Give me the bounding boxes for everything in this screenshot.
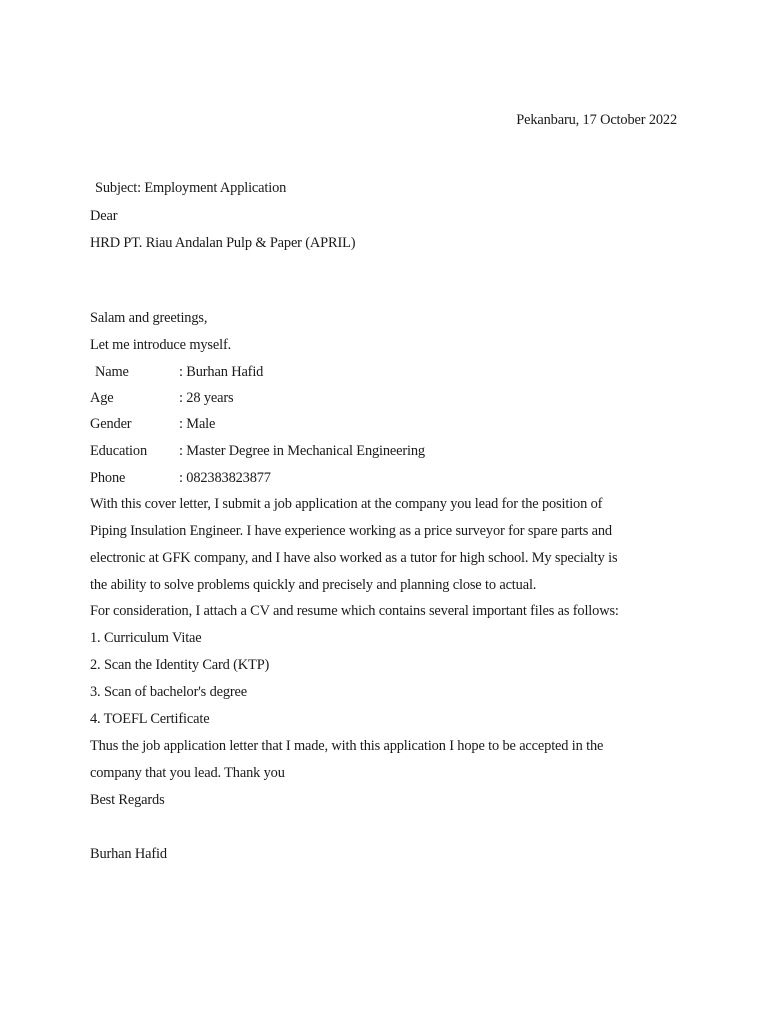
field-value-phone: : 082383823877 [179,470,271,486]
closing-line: Thus the job application letter that I made, with this application I hope to be accepted in the [90,738,604,754]
field-value-education: : Master Degree in Mechanical Engineering [179,443,425,459]
attachment-item: 1. Curriculum Vitae [90,630,202,646]
field-row-education [90,442,425,460]
field-value-name: : Burhan Hafid [179,364,264,380]
field-value-age: : 28 years [179,390,234,406]
closing-line: company that you lead. Thank you [90,765,285,781]
letter-subject: Subject: Employment Application [95,180,287,196]
closing-regards: Best Regards [90,792,165,808]
attachment-item: 2. Scan the Identity Card (KTP) [90,657,270,673]
field-label-gender: Gender [90,416,132,432]
field-label-phone: Phone [90,470,126,486]
body-line: Piping Insulation Engineer. I have experience working as a price surveyor for spare parts and [90,523,612,539]
signature-name: Burhan Hafid [90,846,167,862]
attachment-item: 3. Scan of bachelor's degree [90,684,248,700]
letter-greeting: Salam and greetings, [90,310,208,326]
field-row-age [90,389,233,407]
letter-date: Pekanbaru, 17 October 2022 [516,112,677,128]
body-line: electronic at GFK company, and I have also worked as a tutor for high school. My specialty is [90,550,618,566]
consideration-text: For consideration, I attach a CV and resume which contains several important files as follows: [90,603,619,619]
field-row-phone [90,469,271,487]
closing-paragraph [90,733,603,787]
field-label-age: Age [90,390,114,406]
attachment-item: 4. TOEFL Certificate [90,711,210,727]
body-line: the ability to solve problems quickly and precisely and planning close to actual. [90,577,537,593]
body-line: With this cover letter, I submit a job application at the company you lead for the position of [90,496,603,512]
letter-salutation: Dear [90,208,118,224]
body-paragraph [90,491,680,599]
field-label-education: Education [90,443,147,459]
field-label-name: Name [95,364,129,380]
letter-intro: Let me introduce myself. [90,337,232,353]
field-row-name [90,363,263,381]
field-row-gender [90,415,215,433]
field-value-gender: : Male [179,416,216,432]
letter-recipient: HRD PT. Riau Andalan Pulp & Paper (APRIL) [90,235,356,251]
